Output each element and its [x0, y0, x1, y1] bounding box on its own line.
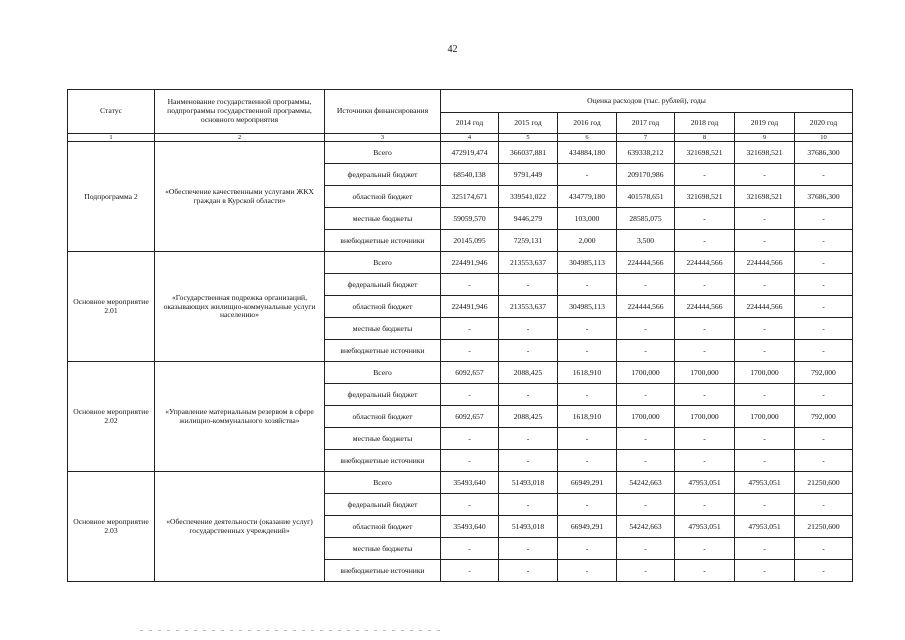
value-cell: 6092,657	[441, 362, 499, 384]
value-cell: -	[675, 428, 735, 450]
value-cell: 434779,180	[558, 186, 617, 208]
value-cell: -	[617, 560, 675, 582]
funding-source-cell: местные бюджеты	[325, 428, 441, 450]
value-cell: 51493,018	[499, 516, 558, 538]
table-row	[68, 252, 853, 274]
value-cell: 224444,566	[735, 252, 795, 274]
value-cell: 213553,637	[499, 252, 558, 274]
value-cell: 35493,640	[441, 472, 499, 494]
value-cell: -	[675, 230, 735, 252]
column-number: 8	[675, 134, 735, 142]
value-cell: -	[499, 538, 558, 560]
value-cell: -	[735, 450, 795, 472]
header-sources: Источники финансирования	[325, 90, 441, 134]
value-cell: -	[558, 274, 617, 296]
value-cell: 66949,291	[558, 472, 617, 494]
header-estimate: Оценка расходов (тыс. рублей), годы	[441, 90, 853, 113]
header-year: 2017 год	[617, 113, 675, 134]
value-cell: 1700,000	[617, 362, 675, 384]
value-cell: -	[675, 340, 735, 362]
value-cell: -	[735, 208, 795, 230]
header-status: Статус	[68, 90, 155, 134]
value-cell: 224491,946	[441, 252, 499, 274]
value-cell: 304985,113	[558, 252, 617, 274]
value-cell: -	[675, 494, 735, 516]
column-number: 1	[68, 134, 155, 142]
value-cell: -	[558, 318, 617, 340]
value-cell: 9446,279	[499, 208, 558, 230]
funding-source-cell: областной бюджет	[325, 516, 441, 538]
value-cell: -	[499, 384, 558, 406]
funding-source-cell: местные бюджеты	[325, 538, 441, 560]
value-cell: 20145,095	[441, 230, 499, 252]
value-cell: -	[558, 494, 617, 516]
value-cell: -	[675, 318, 735, 340]
value-cell: -	[675, 208, 735, 230]
value-cell: 28585,075	[617, 208, 675, 230]
value-cell: 103,000	[558, 208, 617, 230]
value-cell: -	[795, 318, 853, 340]
value-cell: -	[558, 560, 617, 582]
funding-source-cell: областной бюджет	[325, 296, 441, 318]
page-number: 42	[447, 44, 458, 55]
value-cell: -	[795, 230, 853, 252]
value-cell: 792,000	[795, 362, 853, 384]
value-cell: -	[735, 230, 795, 252]
value-cell: -	[558, 340, 617, 362]
value-cell: -	[795, 274, 853, 296]
value-cell: 224444,566	[675, 296, 735, 318]
value-cell: -	[735, 428, 795, 450]
column-number: 7	[617, 134, 675, 142]
value-cell: -	[735, 340, 795, 362]
value-cell: -	[558, 538, 617, 560]
value-cell: -	[795, 340, 853, 362]
value-cell: -	[558, 164, 617, 186]
value-cell: -	[675, 538, 735, 560]
value-cell: -	[441, 450, 499, 472]
column-number: 10	[795, 134, 853, 142]
value-cell: 304985,113	[558, 296, 617, 318]
value-cell: -	[735, 384, 795, 406]
program-name-cell: «Обеспечение деятельности (оказание услуг) государственных учреждений»	[155, 472, 325, 582]
table-header	[68, 90, 853, 142]
value-cell: 434884,180	[558, 142, 617, 164]
value-cell: -	[735, 274, 795, 296]
header-name: Наименование государственной программы, подпрограммы государственной программы, основного мероприятия	[155, 90, 325, 134]
value-cell: -	[441, 428, 499, 450]
funding-source-cell: Всего	[325, 252, 441, 274]
status-cell: Основное мероприятие 2.03	[68, 472, 155, 582]
value-cell: -	[441, 340, 499, 362]
funding-source-cell: Всего	[325, 362, 441, 384]
value-cell: 47953,051	[735, 516, 795, 538]
value-cell: -	[441, 560, 499, 582]
value-cell: -	[441, 494, 499, 516]
value-cell: 639338,212	[617, 142, 675, 164]
value-cell: 321698,521	[675, 186, 735, 208]
value-cell: 1700,000	[735, 362, 795, 384]
value-cell: 2088,425	[499, 406, 558, 428]
value-cell: 321698,521	[735, 142, 795, 164]
funding-source-cell: внебюджетные источники	[325, 340, 441, 362]
scan-artifact-line	[140, 630, 440, 631]
value-cell: -	[795, 450, 853, 472]
table-row	[68, 142, 853, 164]
program-name-cell: «Управление материальным резервом в сфере жилищно-коммунального хозяйства»	[155, 362, 325, 472]
value-cell: 3,500	[617, 230, 675, 252]
value-cell: 224444,566	[617, 296, 675, 318]
header-year: 2014 год	[441, 113, 499, 134]
value-cell: -	[558, 428, 617, 450]
column-number-row	[68, 134, 853, 142]
value-cell: -	[675, 560, 735, 582]
value-cell: 321698,521	[675, 142, 735, 164]
value-cell: -	[675, 450, 735, 472]
value-cell: 321698,521	[735, 186, 795, 208]
value-cell: -	[735, 560, 795, 582]
value-cell: -	[499, 494, 558, 516]
value-cell: -	[499, 318, 558, 340]
column-number: 3	[325, 134, 441, 142]
funding-source-cell: внебюджетные источники	[325, 560, 441, 582]
value-cell: 1618,910	[558, 406, 617, 428]
funding-source-cell: местные бюджеты	[325, 318, 441, 340]
value-cell: -	[558, 384, 617, 406]
value-cell: 792,000	[795, 406, 853, 428]
funding-source-cell: федеральный бюджет	[325, 494, 441, 516]
value-cell: -	[499, 428, 558, 450]
value-cell: 1700,000	[675, 406, 735, 428]
column-number: 9	[735, 134, 795, 142]
funding-source-cell: Всего	[325, 472, 441, 494]
column-number: 6	[558, 134, 617, 142]
value-cell: 401578,651	[617, 186, 675, 208]
table-row	[68, 472, 853, 494]
value-cell: 47953,051	[675, 472, 735, 494]
funding-source-cell: Всего	[325, 142, 441, 164]
funding-source-cell: внебюджетные источники	[325, 450, 441, 472]
program-name-cell: «Обеспечение качественными услугами ЖКХ граждан в Курской области»	[155, 142, 325, 252]
value-cell: -	[795, 252, 853, 274]
value-cell: -	[795, 538, 853, 560]
value-cell: -	[617, 428, 675, 450]
value-cell: -	[441, 384, 499, 406]
value-cell: -	[441, 538, 499, 560]
value-cell: 21250,600	[795, 472, 853, 494]
header-year: 2015 год	[499, 113, 558, 134]
value-cell: 37686,300	[795, 186, 853, 208]
value-cell: 6092,657	[441, 406, 499, 428]
value-cell: -	[735, 538, 795, 560]
funding-source-cell: областной бюджет	[325, 186, 441, 208]
value-cell: -	[735, 494, 795, 516]
funding-source-cell: федеральный бюджет	[325, 384, 441, 406]
value-cell: 54242,663	[617, 516, 675, 538]
value-cell: -	[675, 384, 735, 406]
header-year: 2019 год	[735, 113, 795, 134]
funding-source-cell: федеральный бюджет	[325, 164, 441, 186]
value-cell: 2,000	[558, 230, 617, 252]
value-cell: 1700,000	[675, 362, 735, 384]
value-cell: 66949,291	[558, 516, 617, 538]
value-cell: 224444,566	[617, 252, 675, 274]
value-cell: 2088,425	[499, 362, 558, 384]
header-year: 2016 год	[558, 113, 617, 134]
value-cell: 47953,051	[675, 516, 735, 538]
header-year: 2018 год	[675, 113, 735, 134]
column-number: 4	[441, 134, 499, 142]
value-cell: -	[675, 274, 735, 296]
value-cell: -	[499, 560, 558, 582]
value-cell: -	[795, 428, 853, 450]
value-cell: 1618,910	[558, 362, 617, 384]
value-cell: -	[735, 164, 795, 186]
funding-source-cell: федеральный бюджет	[325, 274, 441, 296]
value-cell: 224491,946	[441, 296, 499, 318]
program-name-cell: «Государственная подрежка организаций, оказывающих жилищно-коммунальные услуги населению»	[155, 252, 325, 362]
funding-source-cell: местные бюджеты	[325, 208, 441, 230]
value-cell: 21250,600	[795, 516, 853, 538]
funding-source-cell: внебюджетные источники	[325, 230, 441, 252]
value-cell: 47953,051	[735, 472, 795, 494]
value-cell: 51493,018	[499, 472, 558, 494]
value-cell: 35493,640	[441, 516, 499, 538]
value-cell: -	[795, 208, 853, 230]
value-cell: 54242,663	[617, 472, 675, 494]
value-cell: -	[795, 296, 853, 318]
value-cell: -	[441, 318, 499, 340]
value-cell: 7259,131	[499, 230, 558, 252]
value-cell: 224444,566	[675, 252, 735, 274]
value-cell: 325174,671	[441, 186, 499, 208]
value-cell: -	[499, 450, 558, 472]
value-cell: -	[617, 538, 675, 560]
value-cell: -	[617, 318, 675, 340]
table-body	[68, 142, 853, 582]
value-cell: 1700,000	[735, 406, 795, 428]
funding-source-cell: областной бюджет	[325, 406, 441, 428]
value-cell: 366037,881	[499, 142, 558, 164]
status-cell: Основное мероприятие 2.01	[68, 252, 155, 362]
value-cell: -	[795, 384, 853, 406]
column-number: 5	[499, 134, 558, 142]
value-cell: 209170,986	[617, 164, 675, 186]
table-row	[68, 362, 853, 384]
value-cell: -	[499, 340, 558, 362]
value-cell: 224444,566	[735, 296, 795, 318]
value-cell: -	[795, 164, 853, 186]
value-cell: -	[558, 450, 617, 472]
value-cell: -	[735, 318, 795, 340]
value-cell: -	[795, 494, 853, 516]
financing-table	[67, 89, 853, 582]
value-cell: -	[617, 450, 675, 472]
value-cell: -	[617, 384, 675, 406]
column-number: 2	[155, 134, 325, 142]
value-cell: 59059,570	[441, 208, 499, 230]
value-cell: 9791,449	[499, 164, 558, 186]
status-cell: Основное мероприятие 2.02	[68, 362, 155, 472]
value-cell: -	[617, 340, 675, 362]
value-cell: -	[617, 494, 675, 516]
value-cell: 472919,474	[441, 142, 499, 164]
value-cell: 37686,300	[795, 142, 853, 164]
header-year: 2020 год	[795, 113, 853, 134]
value-cell: -	[499, 274, 558, 296]
value-cell: 339541,022	[499, 186, 558, 208]
value-cell: 213553,637	[499, 296, 558, 318]
value-cell: -	[675, 164, 735, 186]
status-cell: Подпрограмма 2	[68, 142, 155, 252]
value-cell: -	[441, 274, 499, 296]
value-cell: -	[795, 560, 853, 582]
value-cell: -	[617, 274, 675, 296]
value-cell: 1700,000	[617, 406, 675, 428]
value-cell: 68540,138	[441, 164, 499, 186]
